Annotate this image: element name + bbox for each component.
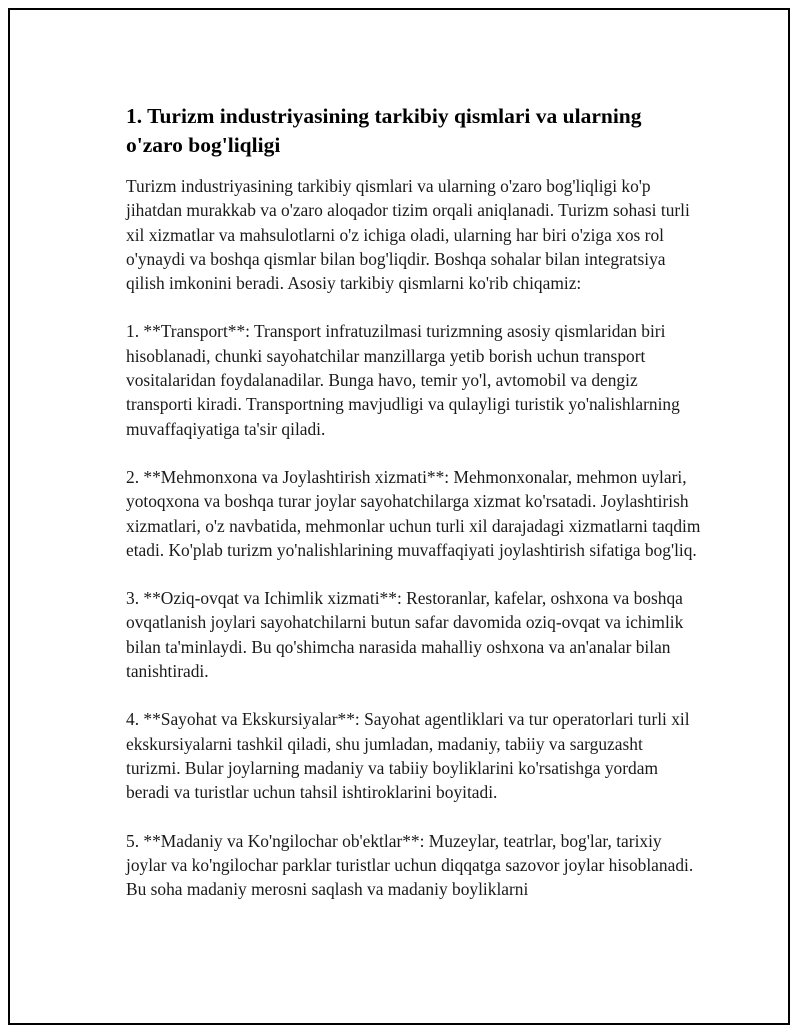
document-title: 1. Turizm industriyasining tarkibiy qismlari va ularning o'zaro bog'liqligi: [126, 104, 642, 157]
document-body: [126, 102, 701, 925]
paragraph-accommodation: 2. **Mehmonxona va Joylashtirish xizmati**: Mehmonxonalar, mehmon uylari, yotoqxona va boshqa turar joylar sayohatchilarga xizmat ko'rsatadi. Joylashtirish xizmatlari, o'z navbatida, mehmonlar uchun turli xil darajadagi xizmatlarni taqdim etadi. Ko'plab turizm yo'nalishlarining muvaffaqiyati joylashtirish sifatiga bog'liq.: [126, 466, 701, 560]
paragraph-transport: 1. **Transport**: Transport infratuzilmasi turizmning asosiy qismlaridan biri hisoblanadi, chunki sayohatchilar manzillarga yetib borish uchun transport vositalaridan foydalanadilar. Bunga havo, temir yo'l, avtomobil va dengiz transporti kiradi. Transportning mavjudligi va qulayligi turistik yo'nalishlarning muvaffaqiyatiga ta'sir qiladi.: [126, 321, 680, 439]
paragraph-tours-excursions: 4. **Sayohat va Ekskursiyalar**: Sayohat agentliklari va tur operatorlari turli xil ekskursiyalarni tashkil qiladi, shu jumladan, madaniy, tabiiy va sarguzasht turizmi. Bular joylarning madaniy va tabiiy boyliklarini ko'rsatishga yordam beradi va turistlar uchun tahsil ishtiroklarini boyitadi.: [126, 709, 690, 803]
page-frame: [8, 8, 790, 1025]
paragraph-food-beverage: 3. **Oziq-ovqat va Ichimlik xizmati**: Restoranlar, kafelar, oshxona va boshqa ovqatlanish joylari sayohatchilarni butun safar davomida oziq-ovqat va ichimlik bilan ta'minlaydi. Bu qo'shimcha narasida mahalliy oshxona va an'analar bilan tanishtiradi.: [126, 588, 684, 682]
paragraph-cultural-entertainment: 5. **Madaniy va Ko'ngilochar ob'ektlar**: Muzeylar, teatrlar, bog'lar, tarixiy joylar va ko'ngilochar parklar turistlar uchun diqqatga sazovor joylar hisoblanadi. Bu soha madaniy merosni saqlash va madaniy boyliklarni: [126, 830, 694, 900]
intro-paragraph: Turizm industriyasining tarkibiy qismlari va ularning o'zaro bog'liqligi ko'p jihatdan murakkab va o'zaro aloqador tizim orqali aniqlanadi. Turizm sohasi turli xil xizmatlar va mahsulotlarni o'z ichiga oladi, ularning har biri o'ziga xos rol o'ynaydi va boshqa qismlar bilan bog'liqdir. Boshqa sohalar bilan integratsiya qilish imkonini beradi. Asosiy tarkibiy qismlarni ko'rib chiqamiz:: [126, 176, 690, 294]
